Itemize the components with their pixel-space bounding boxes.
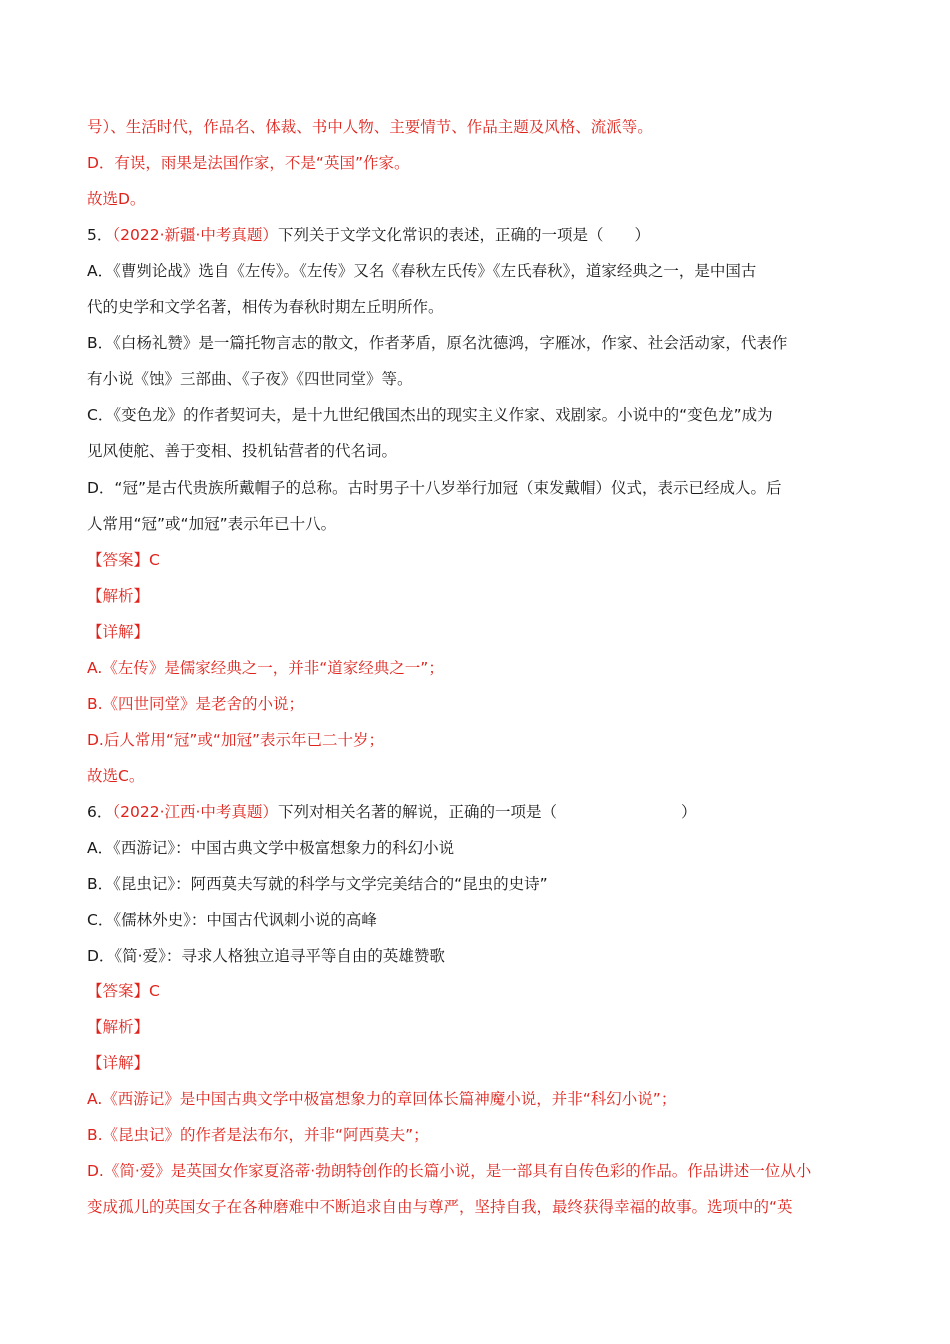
- text-line: A．《西游记》：中国古典文学中极富想象力的科幻小说: [87, 839, 455, 857]
- text-line: 故选D。: [87, 190, 146, 208]
- text-line: A.《西游记》是中国古典文学中极富想象力的章回体长篇神魔小说，并非“科幻小说”；: [87, 1090, 677, 1108]
- text-line: C．《儒林外史》：中国古代讽刺小说的高峰: [87, 911, 377, 929]
- text-line: C．《变色龙》的作者契诃夫，是十九世纪俄国杰出的现实主义作家、戏剧家。小说中的“变色龙”成为: [87, 406, 773, 424]
- text-line: 变成孤儿的英国女子在各种磨难中不断追求自由与尊严，坚持自我，最终获得幸福的故事。选项中的“英: [87, 1198, 793, 1216]
- text-line: 【答案】C: [87, 982, 160, 1000]
- text-line: D．《简·爱》：寻求人格独立追寻平等自由的英雄赞歌: [87, 947, 445, 965]
- text-line: B．《昆虫记》：阿西莫夫写就的科学与文学完美结合的“昆虫的史诗”: [87, 875, 548, 893]
- question-stem: 下列对相关名著的解说，正确的一项是（ ）: [277, 803, 697, 821]
- question-line: [87, 224, 867, 246]
- text-line: A.《左传》是儒家经典之一，并非“道家经典之一”；: [87, 659, 444, 677]
- text-line: A．《曹刿论战》选自《左传》。《左传》又名《春秋左氏传》《左氏春秋》，道家经典之一，是中国古: [87, 262, 757, 280]
- question-source: （2022·江西·中考真题）: [112, 803, 278, 821]
- text-line: D.后人常用“冠”或“加冠”表示年已二十岁；: [87, 731, 384, 749]
- text-line: B.《四世同堂》是老舍的小说；: [87, 695, 305, 713]
- question-source: （2022·新疆·中考真题）: [112, 226, 278, 244]
- text-line: D.《简·爱》是英国女作家夏洛蒂·勃朗特创作的长篇小说，是一部具有自传色彩的作品。作品讲述一位从小: [87, 1162, 812, 1180]
- text-line: 【答案】C: [87, 551, 160, 569]
- question-number: 6．: [87, 803, 113, 821]
- text-line: B．《白杨礼赞》是一篇托物言志的散文，作者茅盾，原名沈德鸿，字雁冰，作家、社会活动家，代表作: [87, 334, 788, 352]
- text-line: 故选C。: [87, 767, 145, 785]
- question-number: 5．: [87, 226, 113, 244]
- text-line: 【解析】: [87, 1018, 150, 1036]
- question-stem: 下列关于文学文化常识的表述，正确的一项是（ ）: [277, 226, 650, 244]
- text-line: 代的史学和文学名著，相传为春秋时期左丘明所作。: [87, 298, 444, 316]
- text-line: 【详解】: [87, 623, 150, 641]
- text-line: 【详解】: [87, 1054, 150, 1072]
- text-line: D．“冠”是古代贵族所戴帽子的总称。古时男子十八岁举行加冠（束发戴帽）仪式，表示已经成人。后: [87, 479, 782, 497]
- text-line: 号）、生活时代，作品名、体裁、书中人物、主要情节、作品主题及风格、流派等。: [87, 118, 653, 136]
- question-line: [87, 801, 867, 823]
- text-line: 有小说《蚀》三部曲、《子夜》《四世同堂》等。: [87, 370, 413, 388]
- text-line: 人常用“冠”或“加冠”表示年已十八。: [87, 515, 337, 533]
- text-line: D．有误，雨果是法国作家，不是“英国”作家。: [87, 154, 410, 172]
- text-line: 见风使舵、善于变相、投机钻营者的代名词。: [87, 442, 398, 460]
- text-line: 【解析】: [87, 587, 150, 605]
- text-line: B.《昆虫记》的作者是法布尔，并非“阿西莫夫”；: [87, 1126, 429, 1144]
